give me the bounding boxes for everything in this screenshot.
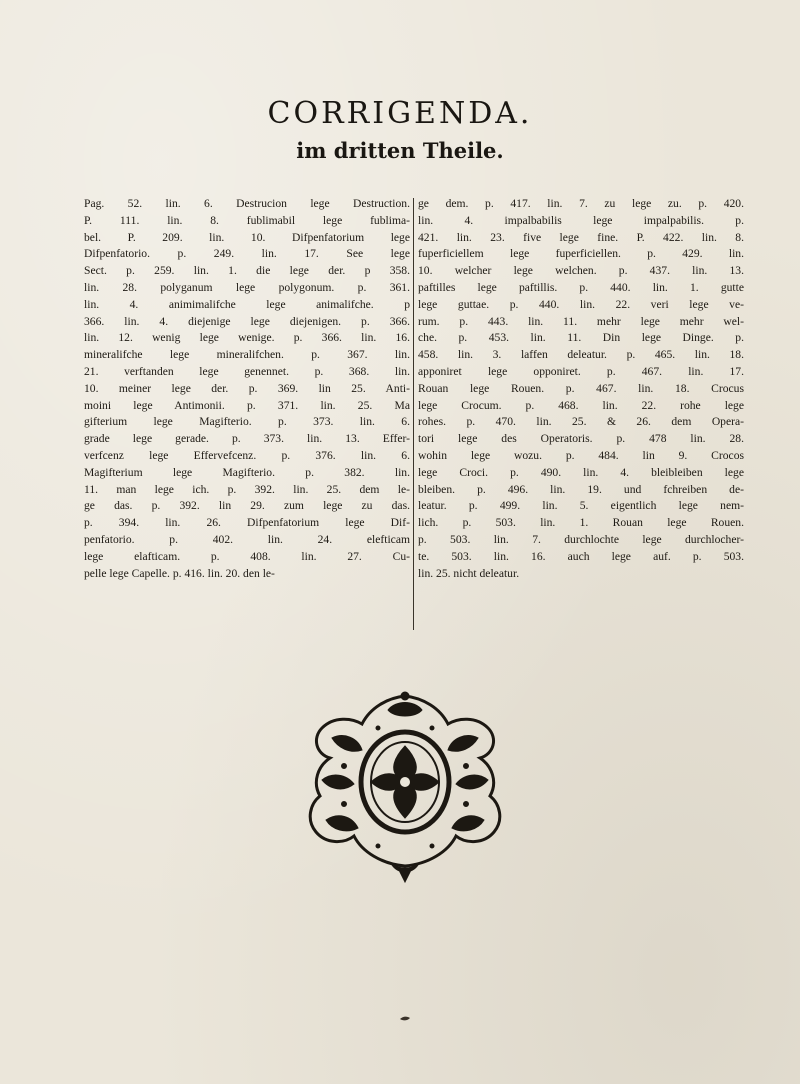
errata-right-line: paftilles lege paftillis. p. 440. lin. 1. gutte bbox=[418, 280, 744, 294]
errata-left-line: lege elafticam. p. 408. lin. 27. Cu- bbox=[84, 549, 410, 563]
errata-left-line: 10. meiner lege der. p. 369. lin 25. Anti- bbox=[84, 381, 410, 395]
errata-left-line: lin. 4. animimalifche lege animalifche. p bbox=[84, 297, 410, 311]
errata-left-line: 21. verftanden lege genennet. p. 368. lin. bbox=[84, 364, 410, 378]
errata-right-line: ge dem. p. 417. lin. 7. zu lege zu. p. 420. bbox=[418, 197, 744, 210]
errata-left-line: ge das. p. 392. lin 29. zum lege zu das. bbox=[84, 499, 410, 513]
errata-right-line: p. 503. lin. 7. durchlochte lege durchlocher- bbox=[418, 532, 744, 546]
errata-left-line: p. 394. lin. 26. Difpenfatorium lege Dif- bbox=[84, 516, 410, 530]
errata-left-line: Difpenfatorio. p. 249. lin. 17. See lege bbox=[84, 247, 410, 261]
errata-right-line: apponiret lege opponiret. p. 467. lin. 17. bbox=[418, 364, 744, 378]
errata-right-line: lich. p. 503. lin. 1. Rouan lege Rouen. bbox=[418, 516, 744, 530]
errata-right-line: 10. welcher lege welchen. p. 437. lin. 13. bbox=[418, 264, 744, 278]
errata-left-line: 366. lin. 4. diejenige lege diejenigen. p. 366. bbox=[84, 314, 410, 328]
page-title: CORRIGENDA. bbox=[267, 96, 533, 131]
errata-right-line: bleiben. p. 496. lin. 19. und fchreiben de- bbox=[418, 482, 744, 496]
errata-left-line: penfatorio. p. 402. lin. 24. elefticam bbox=[84, 532, 410, 546]
errata-right-line: lege guttae. p. 440. lin. 22. veri lege ve- bbox=[418, 297, 744, 311]
errata-left-line: Sect. p. 259. lin. 1. die lege der. p 358. bbox=[84, 264, 410, 278]
errata-right-line: wohin lege wozu. p. 484. lin 9. Crocos bbox=[418, 448, 744, 462]
errata-left-line: moini lege Antimonii. p. 371. lin. 25. Ma bbox=[84, 398, 410, 412]
errata-left-line: 11. man lege ich. p. 392. lin. 25. dem le- bbox=[84, 482, 410, 496]
errata-left-line: grade lege gerade. p. 373. lin. 13. Effer- bbox=[84, 432, 410, 446]
errata-right-line: 421. lin. 23. five lege fine. P. 422. lin. 8. bbox=[418, 230, 744, 244]
errata-left-line: lin. 12. wenig lege wenige. p. 366. lin. 16. bbox=[84, 331, 410, 345]
errata-left-line: Pag. 52. lin. 6. Destrucion lege Destruction. bbox=[84, 197, 410, 210]
page-subtitle: im dritten Theile. bbox=[296, 138, 504, 163]
errata-left-line: bel. P. 209. lin. 10. Difpenfatorium lege bbox=[84, 230, 410, 244]
errata-right-line: te. 503. lin. 16. auch lege auf. p. 503. bbox=[418, 549, 744, 563]
errata-left-line: lin. 28. polyganum lege polygonum. p. 361. bbox=[84, 280, 410, 294]
errata-columns bbox=[84, 196, 746, 636]
errata-right-line: rum. p. 443. lin. 11. mehr lege mehr wel- bbox=[418, 314, 744, 328]
errata-right-line: che. p. 453. lin. 11. Din lege Dinge. p. bbox=[418, 331, 744, 345]
errata-right-line: lege Crocum. p. 468. lin. 22. rohe lege bbox=[418, 398, 744, 412]
errata-left-line: pelle lege Capelle. p. 416. lin. 20. den le- bbox=[84, 566, 275, 580]
errata-left-column bbox=[84, 196, 410, 582]
errata-right-line: lin. 4. impalbabilis lege impalpabilis. p. bbox=[418, 213, 744, 227]
errata-right-line: lin. 25. nicht deleatur. bbox=[418, 566, 520, 580]
column-divider bbox=[413, 198, 414, 630]
errata-left-line: Magifterium lege Magifterio. p. 382. lin. bbox=[84, 465, 410, 479]
ink-blot-icon bbox=[400, 1016, 410, 1021]
errata-left-line: P. 111. lin. 8. fublimabil lege fublima- bbox=[84, 213, 410, 227]
errata-left-line: verfcenz lege Effervefcenz. p. 376. lin. 6. bbox=[84, 448, 410, 462]
errata-left-line: gifterium lege Magifterio. p. 373. lin. 6. bbox=[84, 415, 410, 429]
errata-right-line: lege Croci. p. 490. lin. 4. bleibleiben lege bbox=[418, 465, 744, 479]
errata-right-line: fuperficiellem lege fuperficiellen. p. 429. lin. bbox=[418, 247, 744, 261]
errata-right-line: tori lege des Operatoris. p. 478 lin. 28. bbox=[418, 432, 744, 446]
errata-right-line: leatur. p. 499. lin. 5. eigentlich lege nem- bbox=[418, 499, 744, 513]
errata-right-line: 458. lin. 3. laffen deleatur. p. 465. lin. 18. bbox=[418, 348, 744, 362]
errata-right-line: rohes. p. 470. lin. 25. & 26. dem Opera- bbox=[418, 415, 744, 429]
errata-right-line: Rouan lege Rouen. p. 467. lin. 18. Crocus bbox=[418, 381, 744, 395]
decorative-vignette-icon bbox=[292, 688, 518, 884]
errata-left-line: mineralifche lege mineralifchen. p. 367. lin. bbox=[84, 348, 410, 362]
errata-right-column bbox=[418, 196, 744, 582]
